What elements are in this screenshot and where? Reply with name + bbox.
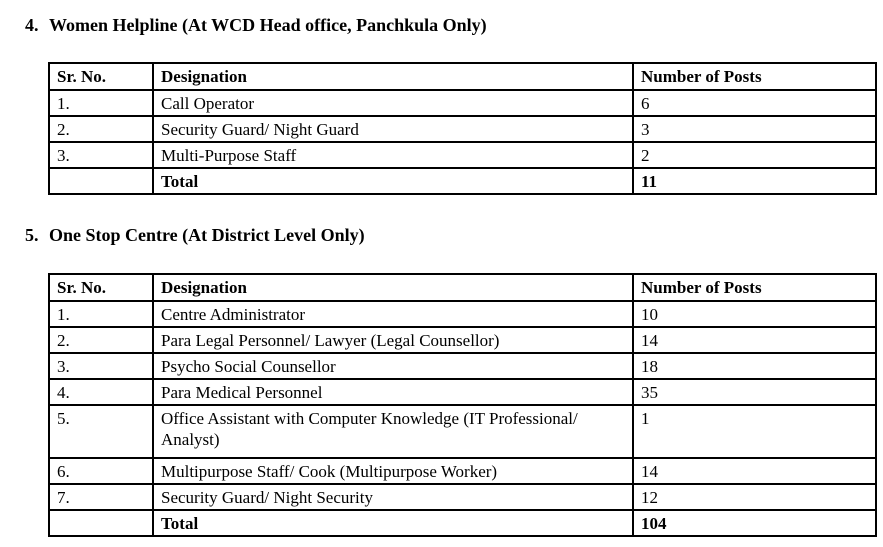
section-one-stop-centre bbox=[0, 225, 883, 537]
cell-sr-no: 3. bbox=[49, 142, 153, 168]
cell-posts: 14 bbox=[633, 458, 876, 484]
cell-sr-no: 1. bbox=[49, 301, 153, 327]
total-label: Total bbox=[153, 510, 633, 536]
header-sr-no: Sr. No. bbox=[49, 63, 153, 90]
cell-posts: 35 bbox=[633, 379, 876, 405]
cell-sr-no: 7. bbox=[49, 484, 153, 510]
table-row bbox=[49, 458, 876, 484]
table-row bbox=[49, 142, 876, 168]
section-heading bbox=[25, 15, 883, 36]
total-posts: 11 bbox=[633, 168, 876, 194]
header-designation: Designation bbox=[153, 274, 633, 301]
section-title: One Stop Centre (At District Level Only) bbox=[49, 225, 365, 245]
section-number: 4. bbox=[25, 15, 39, 35]
cell-designation: Multipurpose Staff/ Cook (Multipurpose Worker) bbox=[153, 458, 633, 484]
header-number-of-posts: Number of Posts bbox=[633, 274, 876, 301]
table-row bbox=[49, 405, 876, 458]
table-row bbox=[49, 90, 876, 116]
cell-posts: 14 bbox=[633, 327, 876, 353]
section-title: Women Helpline (At WCD Head office, Panchkula Only) bbox=[49, 15, 487, 35]
section-heading bbox=[25, 225, 883, 246]
total-empty-cell bbox=[49, 168, 153, 194]
cell-sr-no: 2. bbox=[49, 116, 153, 142]
cell-designation: Para Medical Personnel bbox=[153, 379, 633, 405]
header-sr-no: Sr. No. bbox=[49, 274, 153, 301]
cell-sr-no: 4. bbox=[49, 379, 153, 405]
section-women-helpline bbox=[0, 15, 883, 195]
cell-sr-no: 6. bbox=[49, 458, 153, 484]
table-row bbox=[49, 484, 876, 510]
header-number-of-posts: Number of Posts bbox=[633, 63, 876, 90]
cell-designation: Psycho Social Counsellor bbox=[153, 353, 633, 379]
cell-sr-no: 2. bbox=[49, 327, 153, 353]
cell-posts: 2 bbox=[633, 142, 876, 168]
total-row bbox=[49, 510, 876, 536]
one-stop-centre-table bbox=[48, 273, 877, 537]
table-row bbox=[49, 379, 876, 405]
table-row bbox=[49, 353, 876, 379]
header-designation: Designation bbox=[153, 63, 633, 90]
cell-posts: 18 bbox=[633, 353, 876, 379]
women-helpline-table bbox=[48, 62, 877, 195]
table-row bbox=[49, 301, 876, 327]
cell-posts: 12 bbox=[633, 484, 876, 510]
total-posts: 104 bbox=[633, 510, 876, 536]
cell-posts: 6 bbox=[633, 90, 876, 116]
cell-designation: Para Legal Personnel/ Lawyer (Legal Counsellor) bbox=[153, 327, 633, 353]
section-number: 5. bbox=[25, 225, 39, 245]
cell-posts: 10 bbox=[633, 301, 876, 327]
total-label: Total bbox=[153, 168, 633, 194]
cell-sr-no: 3. bbox=[49, 353, 153, 379]
cell-designation: Centre Administrator bbox=[153, 301, 633, 327]
cell-designation: Security Guard/ Night Guard bbox=[153, 116, 633, 142]
total-empty-cell bbox=[49, 510, 153, 536]
table-row bbox=[49, 116, 876, 142]
cell-sr-no: 5. bbox=[49, 405, 153, 458]
table-header-row bbox=[49, 63, 876, 90]
cell-posts: 1 bbox=[633, 405, 876, 458]
cell-designation: Call Operator bbox=[153, 90, 633, 116]
table-row bbox=[49, 327, 876, 353]
cell-designation: Multi-Purpose Staff bbox=[153, 142, 633, 168]
cell-designation: Office Assistant with Computer Knowledge (IT Professional/ Analyst) bbox=[153, 405, 633, 458]
total-row bbox=[49, 168, 876, 194]
cell-designation: Security Guard/ Night Security bbox=[153, 484, 633, 510]
cell-posts: 3 bbox=[633, 116, 876, 142]
table-header-row bbox=[49, 274, 876, 301]
cell-sr-no: 1. bbox=[49, 90, 153, 116]
